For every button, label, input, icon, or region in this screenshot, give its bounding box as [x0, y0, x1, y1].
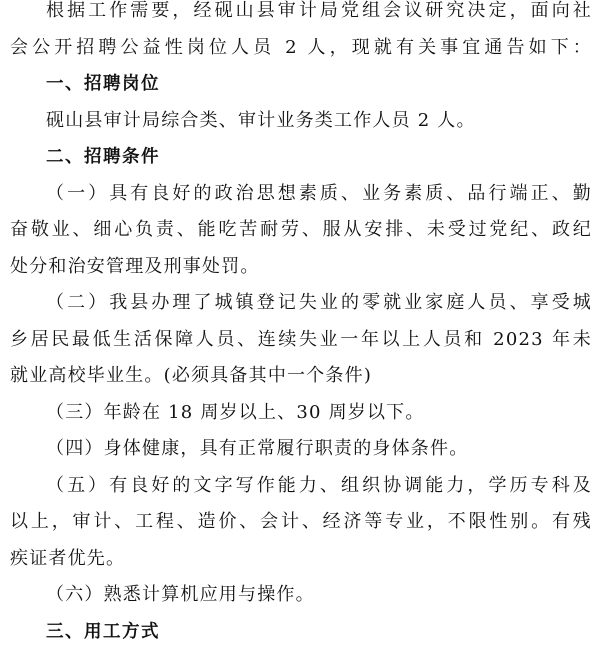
condition-5-line-2: 以上，审计、工程、造价、会计、经济等专业，不限性别。有残	[10, 511, 592, 532]
positions-text: 砚山县审计局综合类、审计业务类工作人员 2 人。	[46, 109, 476, 131]
section-heading-conditions: 二、招聘条件	[46, 147, 160, 167]
condition-5-line-3: 疾证者优先。	[10, 547, 126, 569]
intro-line-2: 会公开招聘公益性岗位人员 2 人，现就有关事宜通告如下：	[10, 36, 592, 58]
section-heading-positions: 一、招聘岗位	[46, 74, 160, 94]
condition-1-line-3: 处分和治安管理及刑事处罚。	[10, 255, 260, 277]
condition-6: （六）熟悉计算机应用与操作。	[46, 584, 315, 605]
intro-line-1: 根据工作需要，经砚山县审计局党组会议研究决定，面向社	[46, 0, 592, 21]
condition-1-line-1: （一）具有良好的政治思想素质、业务素质、品行端正、勤	[46, 182, 592, 204]
condition-3: （三）年龄在 18 周岁以上、30 周岁以下。	[46, 401, 425, 423]
condition-1-line-2: 奋敬业、细心负责、能吃苦耐劳、服从安排、未受过党纪、政纪	[10, 219, 592, 240]
section-heading-employment: 三、用工方式	[46, 621, 160, 642]
condition-2-line-2: 乡居民最低生活保障人员、连续失业一年以上人员和 2023 年未	[10, 328, 592, 350]
condition-2-line-3: 就业高校毕业生。(必须具备其中一个条件)	[10, 365, 373, 386]
condition-4: （四）身体健康，具有正常履行职责的身体条件。	[46, 438, 469, 459]
condition-5-line-1: （五）有良好的文字写作能力、组织协调能力，学历专科及	[46, 474, 592, 496]
condition-2-line-1: （二）我县办理了城镇登记失业的零就业家庭人员、享受城	[46, 292, 592, 313]
